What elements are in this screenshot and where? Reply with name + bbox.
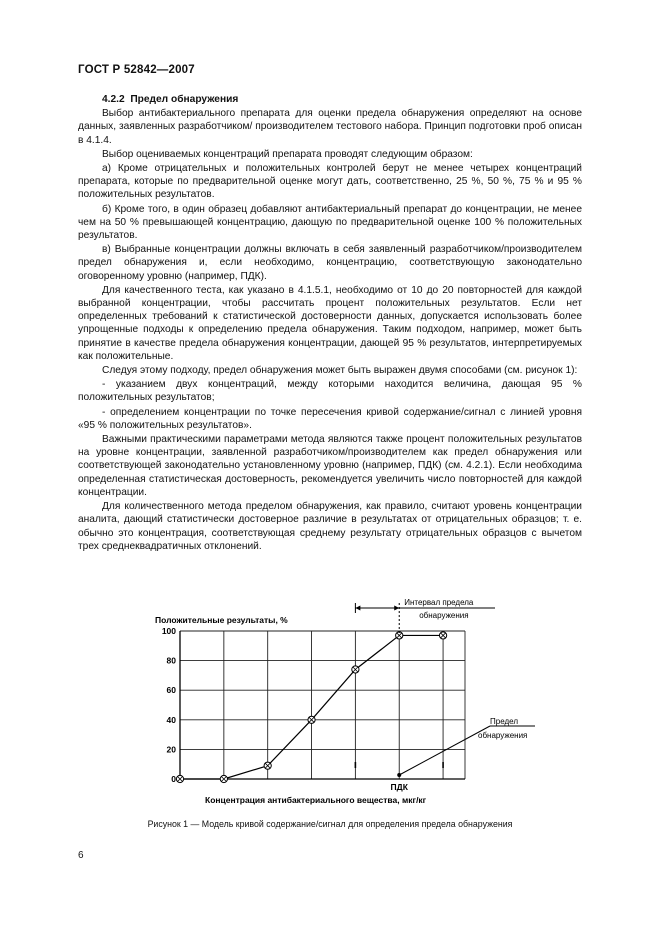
paragraph-2: Выбор оцениваемых концентраций препарата проводят следующим образом: [102,148,473,160]
y-tick-label: 100 [161,626,176,636]
y-tick-label: 40 [166,714,176,725]
paragraph-6: Для качественного теста, как указано в 4.1.5.1, необходимо от 10 до 20 повторностей для каждой выбранной концентрации, чтобы рассчитать процент положительных результатов. Если нет определенных требований к статистической достоверности данных, допускается использовать более упрощенные подходы к определению предела обнаружения. Таким подходом, например, может быть принятие в качестве предела обнаружения концентрации, дающей 95 % результатов, интерпретируемых как положительные. [78,284,582,362]
limit-label-line2: обнаружения [478,731,528,740]
paragraph-1: Выбор антибактериального препарата для оценки предела обнаружения определяют на основе данных, заявленных разработчиком/ производителем тестового набора. Принцип подготовки проб описан в 4.1.4. [78,108,582,146]
x-tick-label-pdk: ПДК [390,782,408,792]
section-heading [78,93,582,106]
interval-label-line1: Интервал предела [404,598,474,607]
limit-label-line1: Предел [490,717,518,726]
paragraph-5: в) Выбранные концентрации должны включать в себя заявленный разработчиком/производителем предел обнаружения и, если необходимо, концентрацию, соответствующую законодательно оговоренному уровню (например, ПДК). [78,244,582,282]
interval-arrow-left [355,606,360,611]
grid [180,631,465,779]
y-tick-label: 80 [166,655,176,666]
y-axis-label: Положительные результаты, % [155,615,288,625]
paragraph-9: - определением концентрации по точке пересечения кривой содержание/сигнал с линией уровня «95 % положительных результатов». [78,406,582,431]
detection-limit-chart [150,596,550,811]
y-tick-label: 20 [166,744,176,755]
y-tick-labels [162,626,176,784]
figure-1 [150,596,550,811]
y-tick-label: 60 [166,685,176,696]
x-axis-label: Концентрация антибактериального вещества, мкг/кг [205,795,427,805]
section-number: 4.2.2 [102,94,125,105]
limit-point [397,773,401,777]
interval-arrow-right [394,606,399,611]
paragraph-10: Важными практическими параметрами метода являются также процент положительных результатов на уровне концентрации, заявленной разработчиком/производителем как предел обнаружения или соответствующей законодательно установленному уровню (например, ПДК) (см. 4.2.1). Если необходима определенная статистическая достоверность, рекомендуется увеличить число повторностей для каждой концентрации. [78,434,582,498]
axes [180,631,465,779]
paragraph-7: Следуя этому подходу, предел обнаружения может быть выражен двумя способами (см. рисунок 1): [102,365,578,377]
page-number: 6 [78,850,84,861]
y-tick-label: 0 [171,774,176,784]
document-header: ГОСТ Р 52842—2007 [78,64,195,76]
body-text [78,93,582,553]
paragraph-11: Для количественного метода пределом обнаружения, как правило, считают уровень концентрации аналита, дающий статистически достоверное различие в результатах от отрицательных образцов; т. е. обычно это концентрация, соответствующая среднему результату отрицательных образцов с вычетом трех среднеквадратичных отклонений. [78,501,582,552]
paragraph-8: - указанием двух концентраций, между которыми находится величина, дающая 95 % положительных результатов; [78,379,582,404]
figure-caption: Рисунок 1 — Модель кривой содержание/сигнал для определения предела обнаружения [147,819,513,829]
limit-pointer [399,726,490,775]
interval-label-line2: обнаружения [419,611,469,620]
paragraph-3: а) Кроме отрицательных и положительных контролей берут не менее четырех концентраций препарата, которые по предварительной оценке могут дать, соответственно, 25 %, 50 %, 75 % и 95 % положительных результатов. [78,163,582,201]
paragraph-4: б) Кроме того, в один образец добавляют антибактериальный препарат до концентрации, не менее чем на 50 % превышающей концентрацию, дающую по предварительной оценке 100 % положительных результатов. [78,203,582,242]
section-title: Предел обнаружения [130,94,239,105]
